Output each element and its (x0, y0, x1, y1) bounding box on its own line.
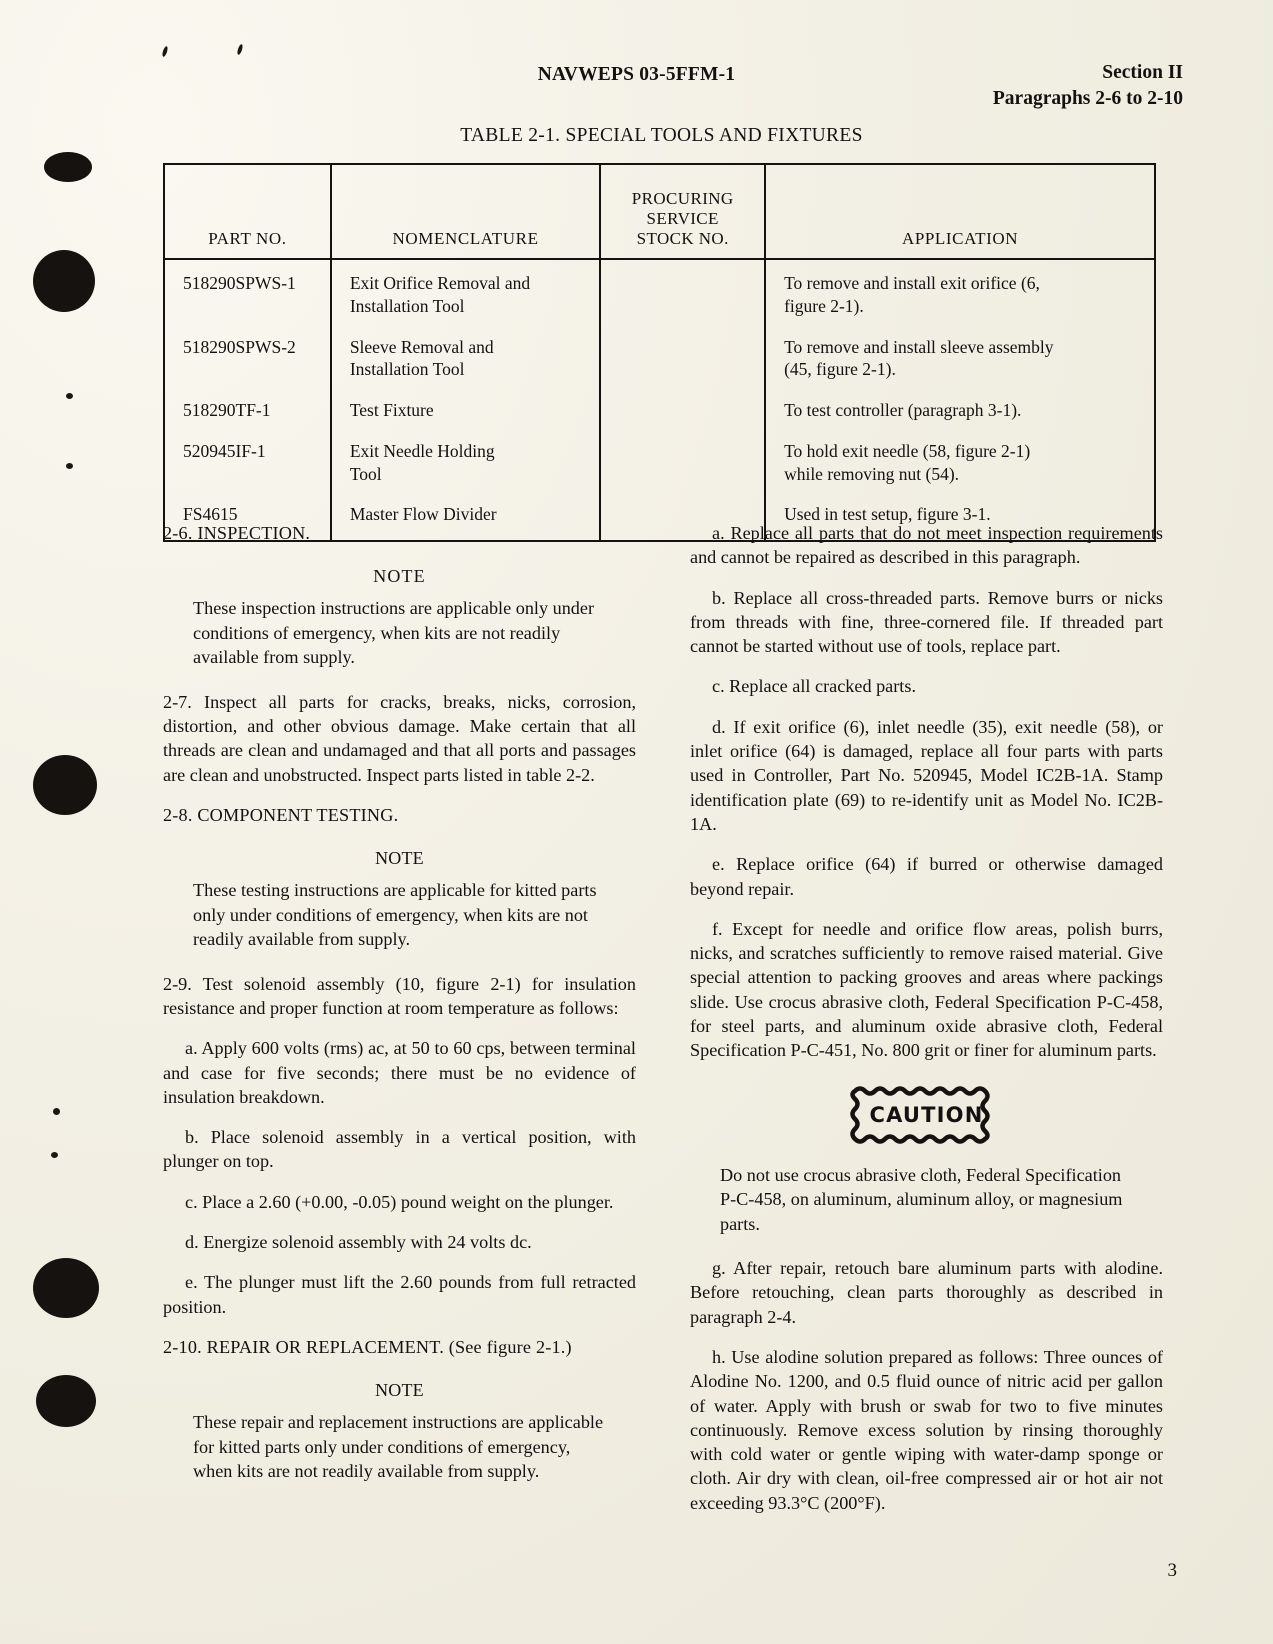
repair-item-b: b. Replace all cross-threaded parts. Remove burrs or nicks from threads with fine, three-cornered file. If threaded part cannot be started without use of tools, replace part. (690, 587, 1163, 657)
cell-part-no: 518290SPWS-2 (164, 327, 331, 391)
cell-application-line1: Used in test setup, figure 3-1. (784, 504, 991, 525)
page-number: 3 (1167, 1560, 1177, 1581)
cell-application (765, 390, 1155, 431)
table-body (164, 259, 1155, 541)
note-body-testing: These testing instructions are applicable for kitted parts only under conditions of emergency, when kits are not readily available from supply. (193, 880, 597, 950)
caution-body-text: Do not use crocus abrasive cloth, Federal Specification P-C-458, on aluminum, aluminum alloy, or magnesium parts. (720, 1164, 1123, 1234)
paragraph-2-9: 2-9. Test solenoid assembly (10, figure 2-1) for insulation resistance and proper function at room temperature as follows: (163, 973, 636, 1018)
cell-nomenclature-line1: Master Flow Divider (349, 504, 497, 525)
paragraph-2-9-item-c: c. Place a 2.60 (+0.00, -0.05) pound weight on the plunger. (185, 1191, 614, 1212)
cell-application-line1: To remove and install exit orifice (6, (784, 273, 1040, 293)
cell-nomenclature-line1: Exit Orifice Removal and (349, 273, 531, 293)
scan-artifact-speck (53, 1108, 60, 1115)
paragraph-2-9-item-e: e. The plunger must lift the 2.60 pounds from full retracted position. (163, 1272, 636, 1317)
header-right-block (993, 60, 1183, 113)
column-header-nomenclature (331, 164, 601, 259)
cell-stock-no (600, 327, 765, 391)
cell-nomenclature (331, 327, 601, 391)
note-title-testing: NOTE (375, 848, 424, 869)
scan-artifact-blob (44, 152, 92, 182)
special-tools-table (163, 163, 1156, 542)
caution-callout (690, 1085, 1163, 1145)
cell-stock-no (600, 259, 765, 327)
cell-part-no: 518290TF-1 (164, 390, 331, 431)
repair-item-f: f. Except for needle and orifice flow areas, polish burrs, nicks, and scratches sufficiently to remove raised material. Give special attention to packing grooves and areas where packings slide. Use crocus abrasive cloth, Federal Specification P-C-458, for steel parts, and aluminum oxide abrasive cloth, Federal Specification P-C-451, No. 800 grit or finer for aluminum parts. (690, 918, 1163, 1061)
scan-artifact-blob (33, 1258, 99, 1318)
paragraph-2-6-heading: 2-6. INSPECTION. (163, 523, 311, 543)
page-header (0, 58, 1273, 118)
column-header-part-no-label: PART NO. (208, 229, 287, 248)
cell-application (765, 431, 1155, 495)
table-caption-text: TABLE 2-1. SPECIAL TOOLS AND FIXTURES (460, 125, 863, 146)
left-text-column (163, 521, 636, 1504)
scan-artifact-speck (66, 393, 73, 399)
cell-part-no: 520945IF-1 (164, 431, 331, 495)
note-title-repair: NOTE (375, 1380, 424, 1401)
cell-application-line2: (45, figure 2-1). (784, 359, 896, 380)
table-row (164, 390, 1155, 431)
column-header-nomenclature-label: NOMENCLATURE (392, 229, 539, 248)
paragraph-2-7: 2-7. Inspect all parts for cracks, breaks, nicks, corrosion, distortion, and other obvious damage. Make certain that all threads are clean and undamaged and that all ports and passages are clean and unobstructed. Inspect parts listed in table 2-2. (163, 691, 636, 785)
column-header-application (765, 164, 1155, 259)
paragraph-2-8-heading: 2-8. COMPONENT TESTING. (163, 804, 399, 825)
scan-artifact-blob (33, 755, 97, 815)
cell-application-line2: figure 2-1). (784, 295, 864, 316)
scan-artifact-speck (66, 463, 73, 469)
table-row (164, 259, 1155, 327)
cell-nomenclature-line2: Tool (349, 463, 382, 484)
column-header-application-label: APPLICATION (901, 229, 1019, 248)
cell-nomenclature-line1: Test Fixture (349, 400, 434, 420)
caution-box (849, 1085, 1005, 1145)
repair-item-a: a. Replace all parts that do not meet inspection requirements and cannot be repaired as described in this paragraph. (690, 523, 1163, 568)
cell-nomenclature-line1: Exit Needle Holding (349, 440, 495, 461)
cell-application-line1: To test controller (paragraph 3-1). (784, 400, 1022, 420)
cell-nomenclature (331, 259, 601, 327)
cell-nomenclature-line2: Installation Tool (349, 359, 465, 380)
document-number: NAVWEPS 03-5FFM-1 (537, 64, 736, 85)
scan-artifact-speck (236, 44, 243, 56)
repair-item-e: e. Replace orifice (64) if burred or otherwise damaged beyond repair. (690, 854, 1163, 899)
cell-nomenclature-line1: Sleeve Removal and (349, 336, 494, 357)
scan-artifact-speck (51, 1152, 58, 1158)
column-header-part-no (164, 164, 331, 259)
note-body-inspection: These inspection instructions are applicable only under conditions of emergency, when kits are not readily available from supply. (193, 598, 595, 668)
caution-label: CAUTION (869, 1102, 984, 1127)
cell-part-no: FS4615 (164, 494, 331, 541)
scan-artifact-blob (36, 1375, 96, 1427)
cell-nomenclature (331, 390, 601, 431)
cell-nomenclature (331, 431, 601, 495)
cell-application (765, 327, 1155, 391)
column-header-stock-no-line1: PROCURING (631, 188, 734, 208)
table-header-row (164, 164, 1155, 259)
column-header-stock-no-block (601, 189, 764, 249)
cell-application-line1: To remove and install sleeve assembly (784, 336, 1054, 357)
paragraph-2-9-item-d: d. Energize solenoid assembly with 24 volts dc. (185, 1232, 532, 1252)
column-header-stock-no-line2: SERVICE (646, 208, 719, 228)
paragraph-2-9-item-a: a. Apply 600 volts (rms) ac, at 50 to 60 cps, between terminal and case for five seconds; there must be no evidence of insulation breakdown. (163, 1038, 636, 1107)
cell-stock-no (600, 390, 765, 431)
special-tools-table-wrapper (163, 163, 1156, 542)
column-header-stock-no-line3: STOCK NO. (636, 228, 729, 248)
cell-part-no: 518290SPWS-1 (164, 259, 331, 327)
note-body-repair: These repair and replacement instructions are applicable for kitted parts only under conditions of emergency, when kits are not readily available from supply. (193, 1412, 604, 1482)
repair-item-h: h. Use alodine solution prepared as follows: Three ounces of Alodine No. 1200, and 0.5 fluid ounce of nitric acid per gallon of water. Apply with brush or swab for two to five minutes continuously. Remove excess solution by rinsing thoroughly with cold water or gentle wiping with water-damp sponge or cloth. Air dry with clean, oil-free compressed air or hot air not exceeding 93.3°C (200°F). (690, 1346, 1163, 1513)
paragraph-2-10-heading: 2-10. REPAIR OR REPLACEMENT. (See figure 2-1.) (163, 1336, 572, 1357)
paragraph-range-label: Paragraphs 2-6 to 2-10 (992, 88, 1183, 110)
paragraph-2-9-item-b: b. Place solenoid assembly in a vertical position, with plunger on top. (163, 1127, 636, 1172)
cell-application (765, 259, 1155, 327)
cell-stock-no (600, 431, 765, 495)
scan-artifact-speck (161, 46, 168, 58)
section-label: Section II (1102, 62, 1183, 83)
cell-application-line2: while removing nut (54). (784, 463, 960, 484)
table-row (164, 327, 1155, 391)
table-caption (0, 125, 1273, 147)
table-row (164, 431, 1155, 495)
note-title-inspection: NOTE (373, 566, 426, 587)
repair-item-d: d. If exit orifice (6), inlet needle (35), exit needle (58), or inlet orifice (64) is damaged, replace all four parts with parts used in Controller, Part No. 520945, Model IC2B-1A. Stamp identification plate (69) to re-identify unit as Model No. IC2B-1A. (690, 716, 1163, 834)
repair-item-g: g. After repair, retouch bare aluminum parts with alodine. Before retouching, clean parts thoroughly as described in paragraph 2-4. (690, 1258, 1163, 1327)
cell-application-line1: To hold exit needle (58, figure 2-1) (784, 440, 1031, 461)
right-text-column (690, 521, 1163, 1531)
repair-item-c: c. Replace all cracked parts. (712, 676, 916, 697)
scan-artifact-blob (33, 250, 95, 312)
column-header-stock-no (600, 164, 765, 259)
cell-nomenclature-line2: Installation Tool (349, 295, 465, 316)
